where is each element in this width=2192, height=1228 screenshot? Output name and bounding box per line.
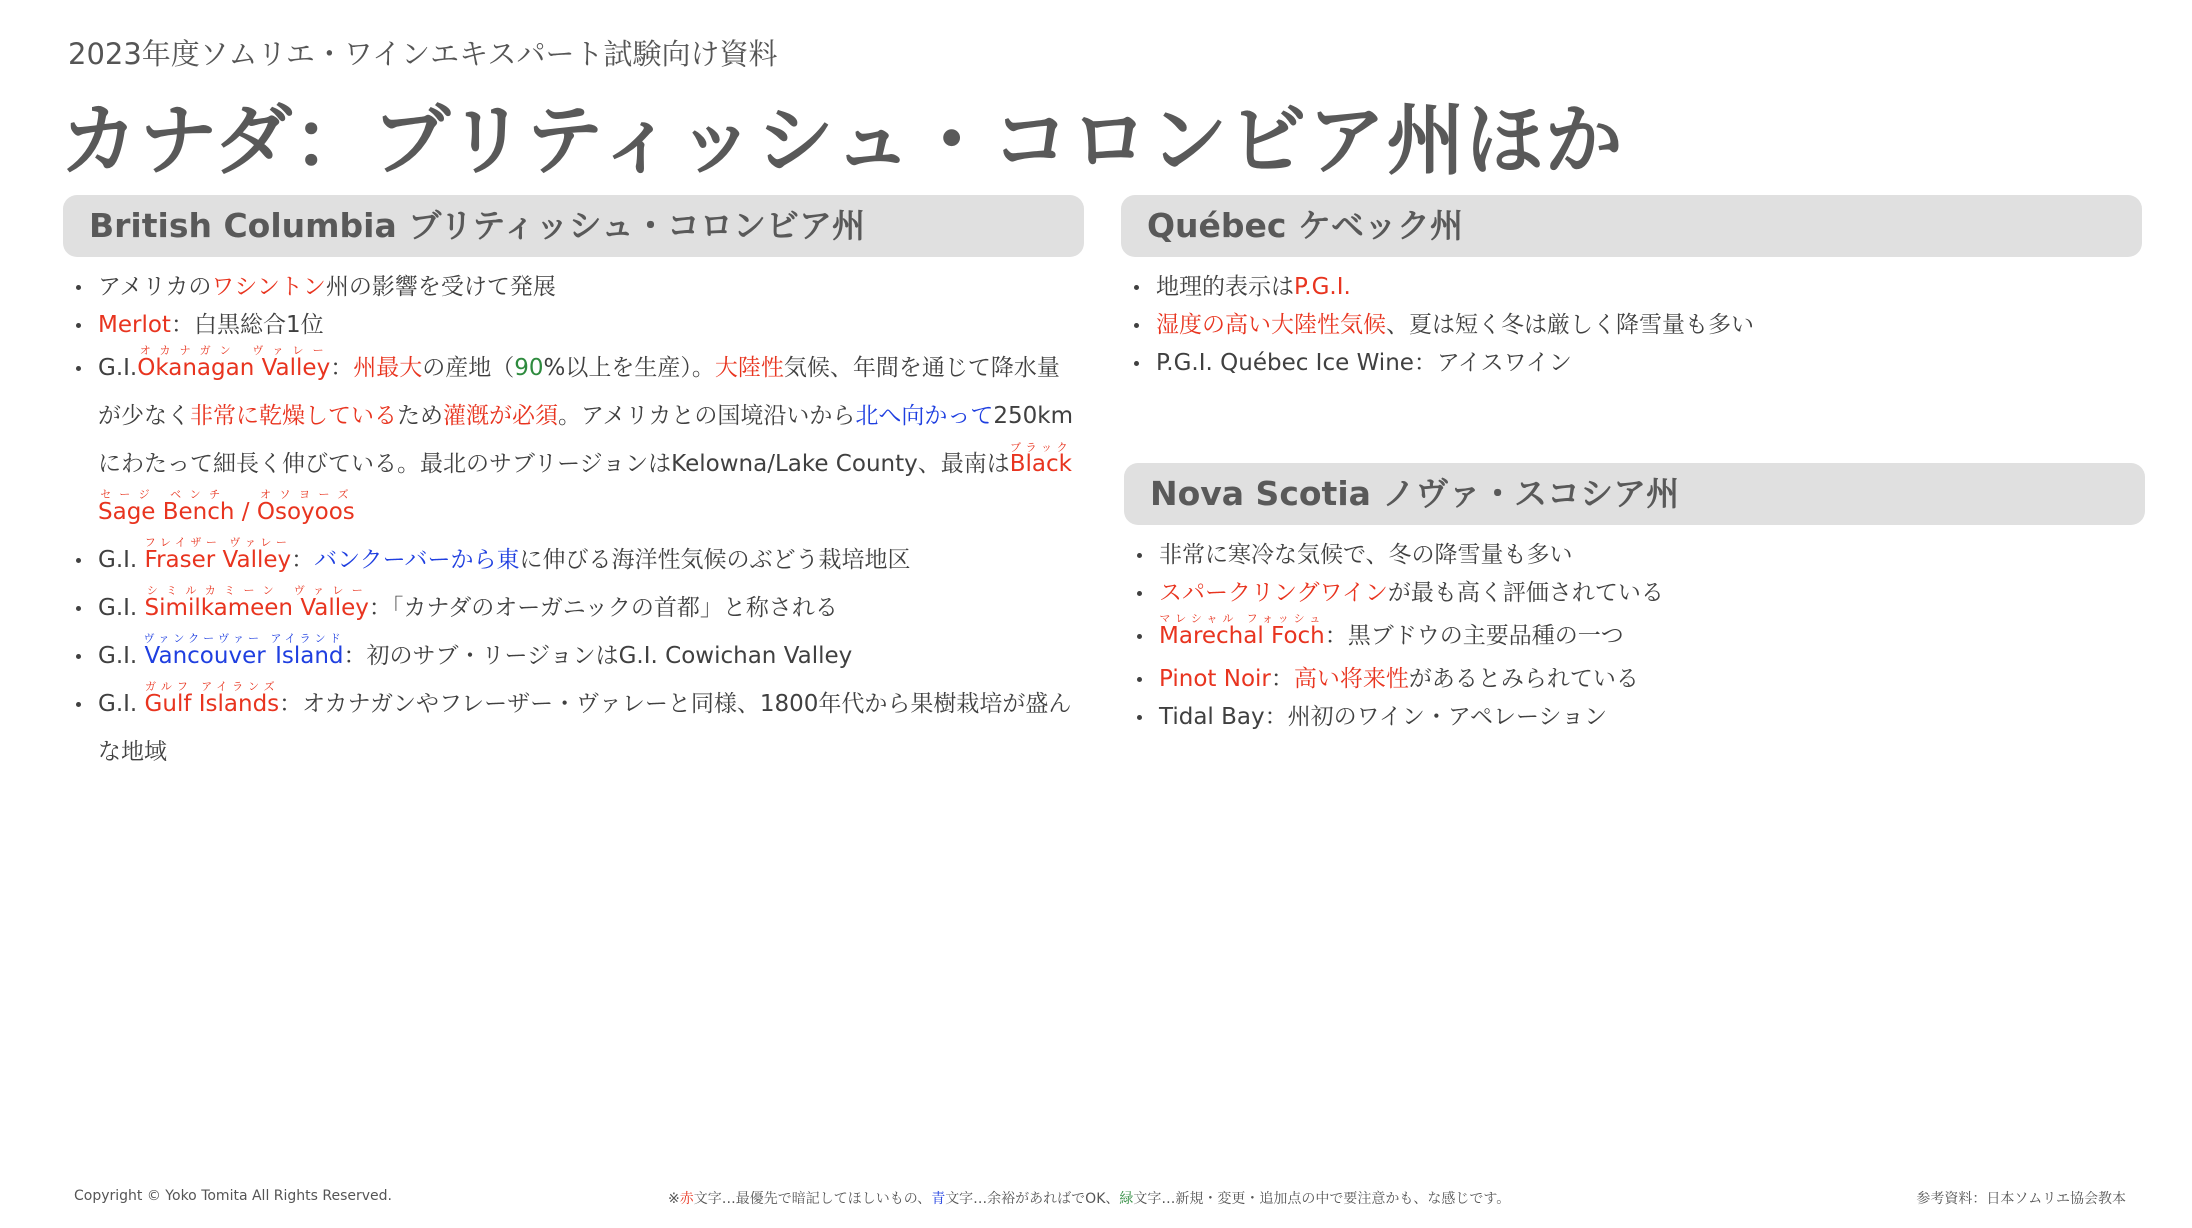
- list-item: G.I. Vancouver Islandヴァンクーヴァー アイランド：初のサブ・リージョンはG.I. Cowichan Valley: [68, 632, 1078, 680]
- section-heading-nova-scotia: Nova Scotia ノヴァ・スコシア州: [1124, 463, 2145, 525]
- list-item: Tidal Bay：州初のワイン・アペレーション: [1129, 698, 2139, 736]
- british-columbia-list: [68, 268, 1078, 776]
- quebec-list: [1126, 268, 2136, 382]
- section-heading-quebec: Québec ケベック州: [1121, 195, 2142, 257]
- list-item: P.G.I. Québec Ice Wine：アイスワイン: [1126, 344, 2136, 382]
- list-item: 湿度の高い大陸性気候、夏は短く冬は厳しく降雪量も多い: [1126, 306, 2136, 344]
- nova-scotia-list: [1129, 536, 2139, 736]
- list-item: G.I.Okanagan Valleyオカナガン ヴァレー：州最大の産地（90%以上を生産）。大陸性気候、年間を通じて降水量が少なく非常に乾燥しているため灌漑が必須。アメリカとの国境沿いから北へ向かって250kmにわたって細長く伸びている。最北のサブリージョンはKelowna/Lake County、最南はBlackブラック Sage Bench / Osoyoosセージ ベンチ オソヨーズ: [68, 344, 1078, 536]
- list-item: Pinot Noir：高い将来性があるとみられている: [1129, 660, 2139, 698]
- page-title: カナダ：ブリティッシュ・コロンビア州ほか: [60, 96, 1624, 186]
- list-item: G.I. Fraser Valleyフレイザー ヴァレー：バンクーバーから東に伸びる海洋性気候のぶどう栽培地区: [68, 536, 1078, 584]
- list-item: G.I. Similkameen Valleyシミルカミーン ヴァレー：「カナダのオーガニックの首都」と称される: [68, 584, 1078, 632]
- list-item: 非常に寒冷な気候で、冬の降雪量も多い: [1129, 536, 2139, 574]
- list-item: スパークリングワインが最も高く評価されている: [1129, 574, 2139, 612]
- color-legend-note: ※赤文字…最優先で暗記してほしいもの、青文字…余裕があればでOK、緑文字…新規・変更・追加点の中で要注意かも、な感じです。: [668, 1191, 1511, 1207]
- document-subtitle: 2023年度ソムリエ・ワインエキスパート試験向け資料: [68, 37, 778, 71]
- copyright: Copyright © Yoko Tomita All Rights Reserved.: [74, 1188, 393, 1204]
- list-item: アメリカのワシントン州の影響を受けて発展: [68, 268, 1078, 306]
- list-item: 地理的表示はP.G.I.: [1126, 268, 2136, 306]
- list-item: Merlot：白黒総合1位: [68, 306, 1078, 344]
- list-item: Marechal Fochマレシャル フォッシュ：黒ブドウの主要品種の一つ: [1129, 612, 2139, 660]
- reference-source: 参考資料：日本ソムリエ協会教本: [1916, 1191, 2126, 1207]
- section-heading-british-columbia: British Columbia ブリティッシュ・コロンビア州: [63, 195, 1084, 257]
- list-item: G.I. Gulf Islandsガルフ アイランズ：オカナガンやフレーザー・ヴァレーと同様、1800年代から果樹栽培が盛んな地域: [68, 680, 1078, 776]
